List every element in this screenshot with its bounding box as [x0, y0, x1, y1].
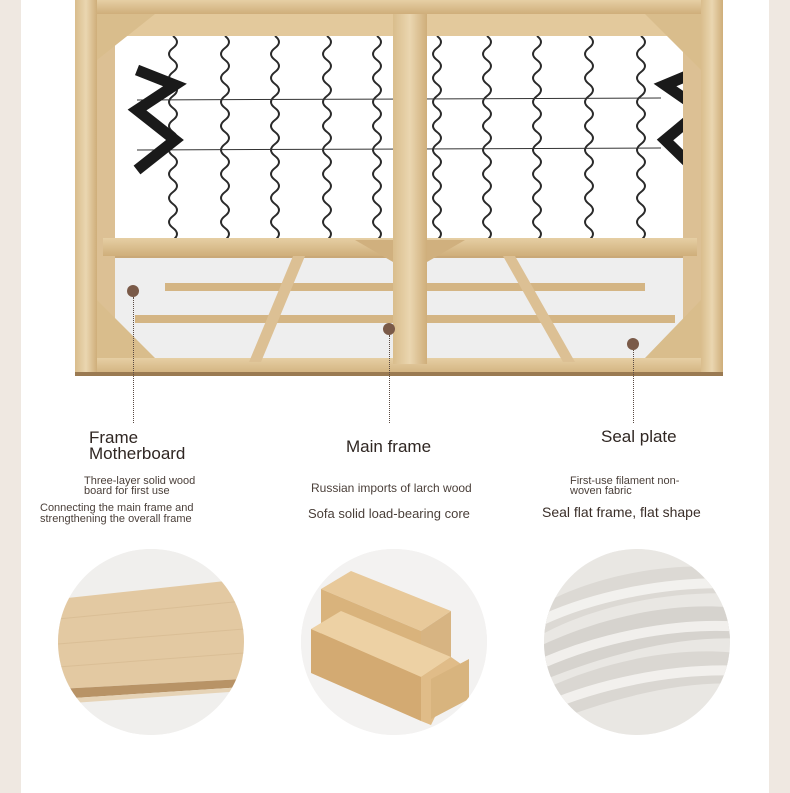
main-frame-leader: [389, 335, 390, 423]
frame-motherboard-desc1-line1: Three-layer solid wood: [84, 475, 196, 487]
frame-motherboard-leader: [133, 297, 134, 423]
seal-plate-desc1-line2: woven fabric: [570, 485, 632, 497]
main-frame-desc2: Sofa solid load-bearing core: [308, 506, 470, 521]
seal-plate-leader: [633, 350, 634, 423]
seal-plate-desc1-line1: First-use filament non-: [570, 475, 680, 487]
main-frame-desc1: Russian imports of larch wood: [311, 481, 472, 495]
frame-motherboard-desc2-line1: Connecting the main frame and: [40, 502, 194, 514]
frame-motherboard-marker: [127, 285, 139, 297]
frame-motherboard-desc2-line2: strengthening the overall frame: [40, 513, 192, 525]
main-frame-marker: [383, 323, 395, 335]
product-detail-page: [21, 0, 769, 793]
frame-motherboard-title-line2: Motherboard: [89, 444, 186, 463]
sofa-frame-image: [75, 0, 723, 376]
frame-motherboard-title-line1: Frame: [89, 428, 139, 447]
non-woven-fabric-image: [544, 549, 730, 735]
seal-plate-marker: [627, 338, 639, 350]
plywood-board-image: [58, 549, 244, 735]
seal-plate-title: Seal plate: [601, 427, 677, 446]
seal-plate-desc2: Seal flat frame, flat shape: [542, 504, 701, 520]
main-frame-title: Main frame: [346, 437, 432, 456]
frame-motherboard-desc1-line2: board for first use: [84, 485, 170, 497]
larch-wood-beams-image: [301, 549, 487, 735]
